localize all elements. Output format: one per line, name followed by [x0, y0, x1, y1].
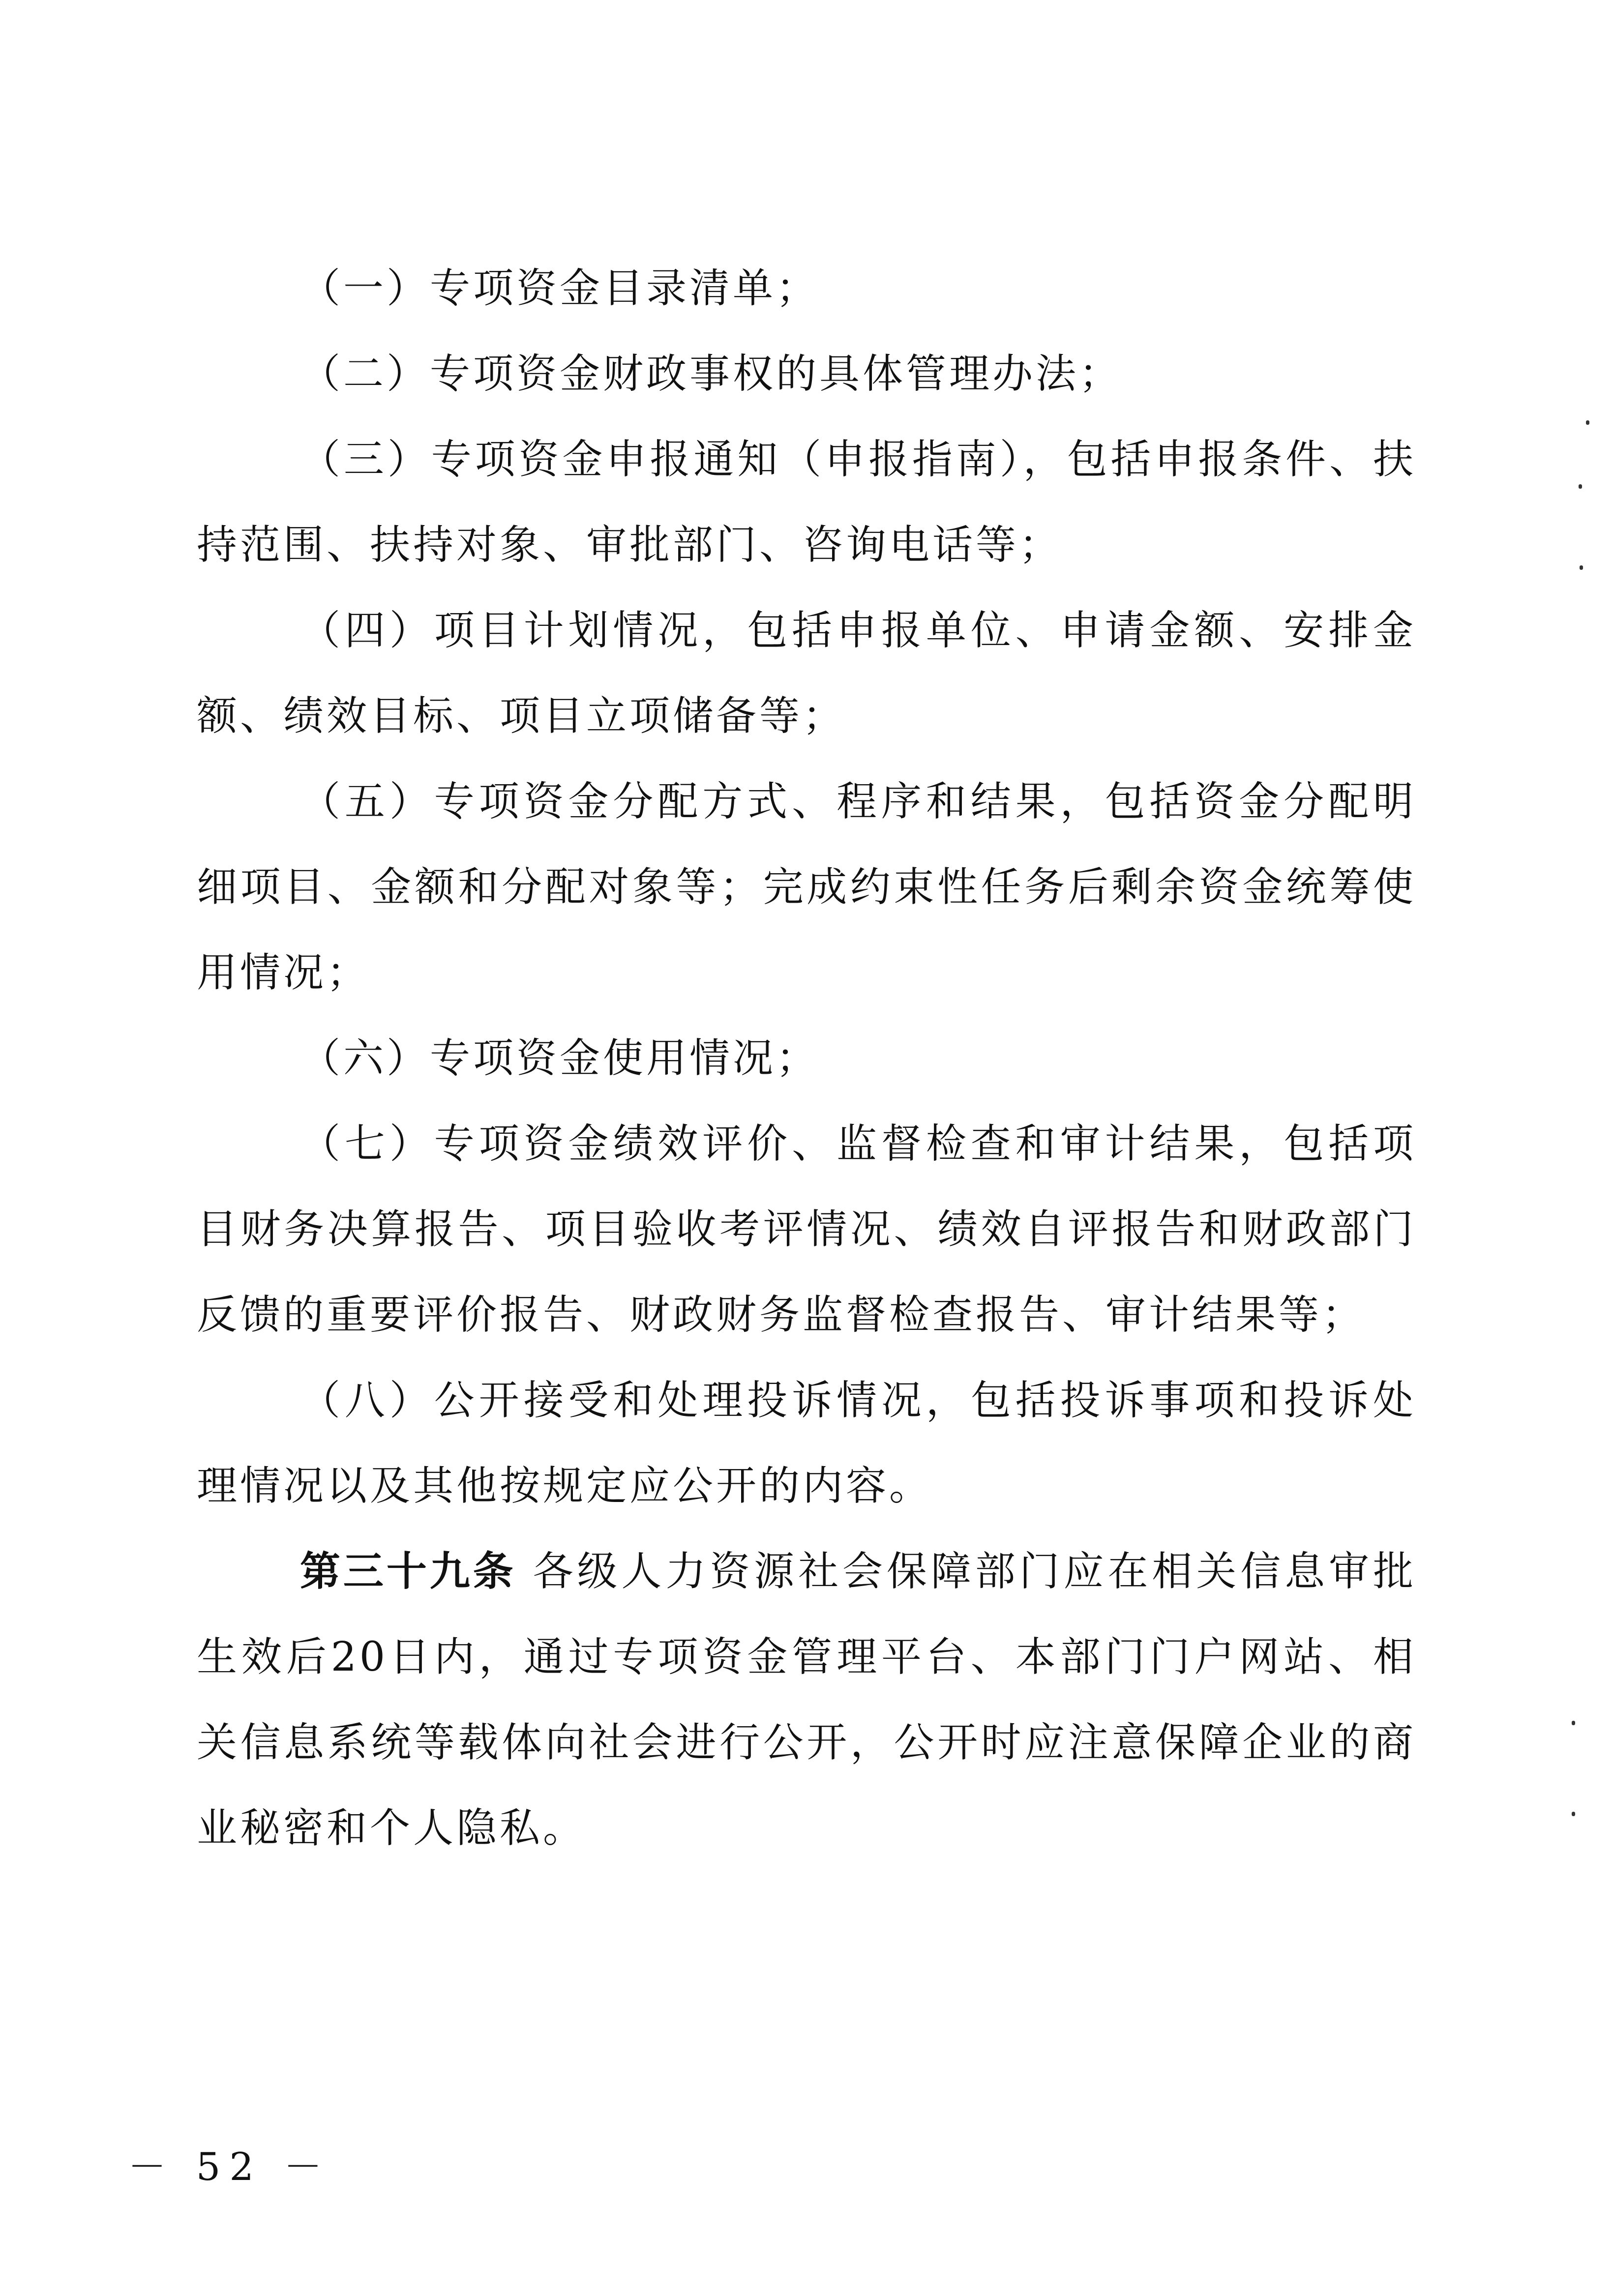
scan-speck: [1586, 420, 1589, 425]
list-item-4: （四）项目计划情况，包括申报单位、申请金额、安排金额、绩效目标、项目立项储备等；: [197, 607, 1416, 739]
list-item-5: （五）专项资金分配方式、程序和结果，包括资金分配明细项目、金额和分配对象等；完成约束性任务后剩余资金统筹使用情况；: [197, 778, 1416, 996]
list-item-1: （一）专项资金目录清单；: [300, 265, 820, 312]
page-number: － 52 －: [128, 2145, 331, 2189]
scan-speck: [1572, 1721, 1575, 1725]
article-heading: 第三十九条: [300, 1548, 516, 1595]
document-body: [197, 246, 1416, 1871]
scan-speck: [1580, 565, 1583, 570]
list-item-3: （三）专项资金申报通知（申报指南），包括申报条件、扶持范围、扶持对象、审批部门、咨询电话等；: [197, 436, 1416, 568]
list-item-8: （八）公开接受和处理投诉情况，包括投诉事项和投诉处理情况以及其他按规定应公开的内容。: [197, 1377, 1416, 1509]
scan-speck: [1572, 1812, 1575, 1816]
article-body: 各级人力资源社会保障部门应在相关信息审批生效后20日内，通过专项资金管理平台、本部门门户网站、相关信息系统等载体向社会进行公开，公开时应注意保障企业的商业秘密和个人隐私。: [197, 1548, 1416, 1852]
list-item-7: （七）专项资金绩效评价、监督检查和审计结果，包括项目财务决算报告、项目验收考评情况、绩效自评报告和财政部门反馈的重要评价报告、财政财务监督检查报告、审计结果等；: [197, 1120, 1416, 1338]
article-39: [197, 1529, 1416, 1871]
list-item-6: （六）专项资金使用情况；: [300, 1035, 820, 1082]
list-item-2: （二）专项资金财政事权的具体管理办法；: [300, 351, 1123, 397]
scan-speck: [1579, 484, 1582, 489]
